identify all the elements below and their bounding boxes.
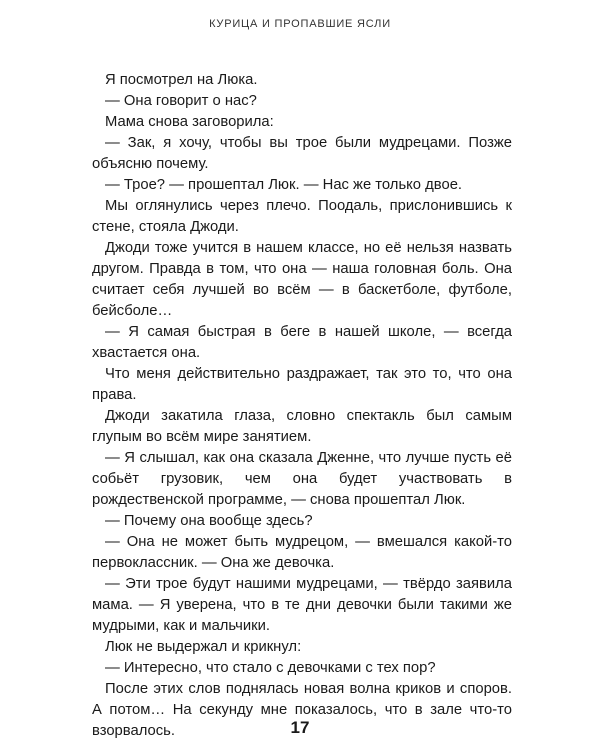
paragraph: — Интересно, что стало с девочками с тех пор? [105, 660, 436, 676]
paragraph: Я посмотрел на Люка. [105, 72, 258, 88]
paragraph: Мама снова заговорила: [105, 114, 274, 130]
body-text [92, 70, 512, 742]
paragraph: — Я самая быстрая в беге в нашей школе, — всегда хвастается она. [92, 324, 512, 361]
paragraph: — Она говорит о нас? [105, 93, 257, 109]
paragraph: — Эти трое будут нашими мудрецами, — твёрдо заявила мама. — Я уверена, что в те дни девочки были такими же мудрыми, как и мальчики. [92, 576, 512, 634]
paragraph: Люк не выдержал и крикнул: [105, 639, 302, 655]
paragraph: Мы оглянулись через плечо. Поодаль, прислонившись к стене, стояла Джоди. [92, 198, 512, 235]
running-header: КУРИЦА И ПРОПАВШИЕ ЯСЛИ [209, 18, 391, 30]
paragraph: — Зак, я хочу, чтобы вы трое были мудрецами. Позже объясню почему. [92, 135, 512, 172]
page-number: 17 [290, 718, 310, 737]
paragraph: — Трое? — прошептал Люк. — Нас же только двое. [105, 177, 463, 193]
paragraph: После этих слов поднялась новая волна криков и споров. А потом… На секунду мне показалось, что в зале что-то взорвалось. [92, 681, 512, 739]
paragraph: — Я слышал, как она сказала Дженне, что лучше пусть её собьёт грузовик, чем она будет участвовать в рождественской программе, — снова прошептал Люк. [92, 450, 512, 508]
paragraph: Джоди тоже учится в нашем классе, но её нельзя назвать другом. Правда в том, что она — наша головная боль. Она считает себя лучшей во всём — в баскетболе, футболе, бейсболе… [92, 240, 512, 319]
paragraph: — Она не может быть мудрецом, — вмешался какой-то первоклассник. — Она же девочка. [92, 534, 512, 571]
paragraph: Что меня действительно раздражает, так это то, что она права. [92, 366, 512, 403]
paragraph: — Почему она вообще здесь? [105, 513, 313, 529]
paragraph: Джоди закатила глаза, словно спектакль был самым глупым во всём мире занятием. [92, 408, 512, 445]
